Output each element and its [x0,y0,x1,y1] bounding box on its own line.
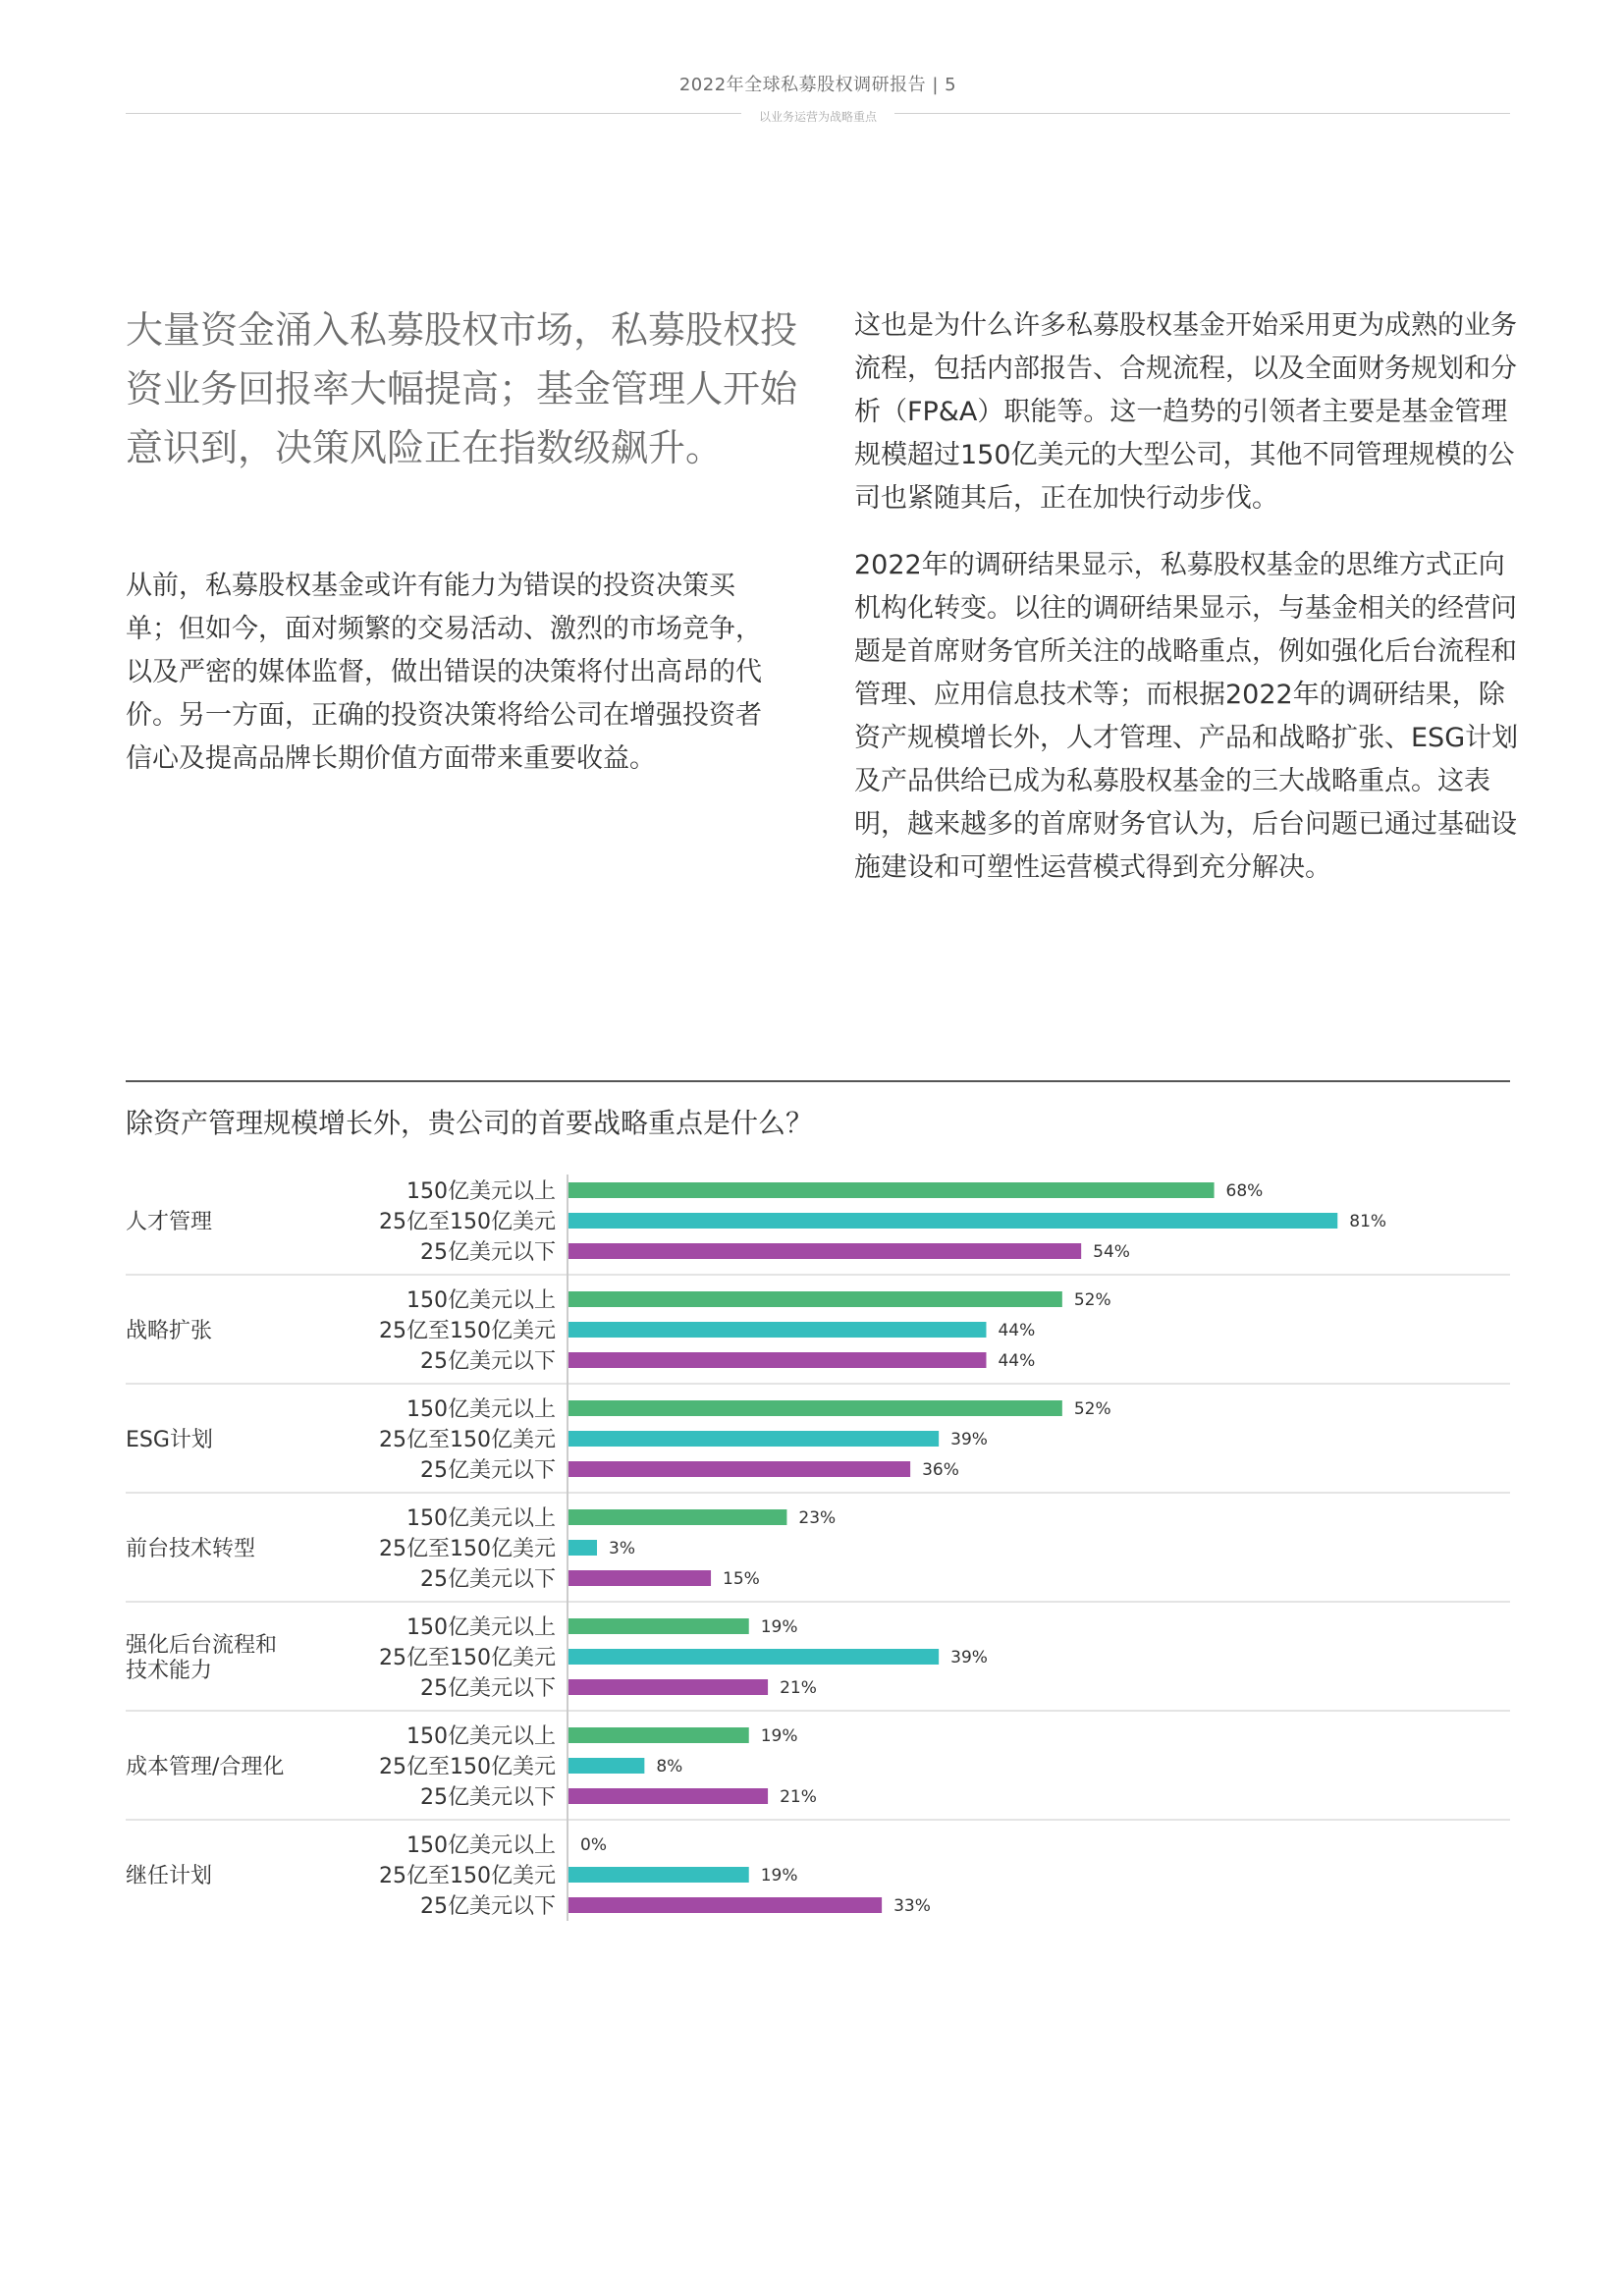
series-label: 25亿美元以下 [420,1458,556,1483]
category-label: 技术能力 [126,1659,213,1683]
data-label: 15% [723,1569,760,1589]
series-label: 25亿至150亿美元 [379,1319,556,1343]
bar [568,1352,986,1368]
series-label: 25亿美元以下 [420,1567,556,1592]
bar [568,1727,749,1743]
data-label: 21% [780,1787,817,1807]
bar [568,1243,1081,1259]
data-label: 54% [1093,1242,1130,1262]
bar [568,1291,1062,1307]
data-label: 3% [609,1539,635,1558]
bar [568,1570,711,1586]
chart-title: 除资产管理规模增长外，贵公司的首要战略重点是什么？ [126,1107,814,1139]
series-label: 25亿美元以下 [420,1785,556,1810]
series-label: 25亿至150亿美元 [379,1755,556,1779]
bar [568,1758,644,1774]
data-label: 39% [950,1430,988,1449]
bar [568,1400,1062,1416]
bar [568,1461,910,1477]
right-paragraph-1: 这也是为什么许多私募股权基金开始采用更为成熟的业务流程，包括内部报告、合规流程，以及全面财务规划和分析（FP&A）职能等。这一趋势的引领者主要是基金管理规模超过150亿美元的大型公司，其他不同管理规模的公司也紧随其后，正在加快行动步伐。 [854,310,1517,514]
category-label: 战略扩张 [126,1319,213,1343]
data-label: 23% [798,1508,837,1528]
bar [568,1540,597,1556]
series-label: 25亿至150亿美元 [379,1428,556,1452]
series-label: 150亿美元以上 [406,1724,556,1749]
series-label: 25亿至150亿美元 [379,1210,556,1234]
data-label: 36% [922,1460,959,1480]
bar [568,1867,749,1883]
series-label: 150亿美元以上 [406,1615,556,1640]
series-label: 25亿美元以下 [420,1240,556,1265]
bar [568,1322,986,1338]
bar [568,1509,786,1525]
series-label: 25亿至150亿美元 [379,1864,556,1888]
bar [568,1182,1215,1198]
series-label: 25亿美元以下 [420,1894,556,1919]
data-label: 44% [998,1321,1036,1340]
data-label: 0% [580,1835,607,1855]
bar [568,1431,939,1447]
bar [568,1679,768,1695]
data-label: 19% [760,1866,798,1886]
header-title: 2022年全球私募股权调研报告 | 5 [678,75,957,95]
series-label: 150亿美元以上 [406,1397,556,1422]
bar [568,1618,749,1634]
bar [568,1213,1337,1229]
series-label: 25亿美元以下 [420,1349,556,1374]
right-paragraph-2: 2022年的调研结果显示，私募股权基金的思维方式正向机构化转变。以往的调研结果显示，与基金相关的经营问题是首席财务官所关注的战略重点，例如强化后台流程和管理、应用信息技术等；而根据2022年的调研结果，除资产规模增长外，人才管理、产品和战略扩张、ESG计划及产品供给已成为私募股权基金的三大战略重点。这表明，越来越多的首席财务官认为，后台问题已通过基础设施建设和可塑性运营模式得到充分解决。 [854,550,1519,883]
category-label: 强化后台流程和 [126,1633,278,1658]
category-label: ESG计划 [126,1428,213,1452]
bar [568,1897,882,1913]
series-label: 150亿美元以上 [406,1288,556,1313]
data-label: 39% [950,1648,988,1667]
category-label: 继任计划 [126,1864,213,1888]
series-label: 25亿美元以下 [420,1676,556,1701]
bar [568,1788,768,1804]
data-label: 19% [760,1726,798,1746]
left-paragraph: 从前，私募股权基金或许有能力为错误的投资决策买单；但如今，面对频繁的交易活动、激烈的市场竞争，以及严密的媒体监督，做出错误的决策将付出高昂的代价。另一方面，正确的投资决策将给公司在增强投资者信心及提高品牌长期价值方面带来重要收益。 [126,571,762,774]
data-label: 52% [1073,1399,1111,1419]
series-label: 150亿美元以上 [406,1833,556,1858]
data-label: 81% [1349,1212,1387,1231]
data-label: 44% [998,1351,1036,1371]
data-label: 19% [760,1617,798,1637]
lede-text: 大量资金涌入私募股权市场，私募股权投资业务回报率大幅提高；基金管理人开始意识到，决策风险正在指数级飙升。 [126,308,798,469]
data-label: 21% [780,1678,817,1698]
series-label: 150亿美元以上 [406,1506,556,1531]
data-label: 52% [1073,1290,1111,1310]
data-label: 33% [893,1896,931,1916]
category-label: 人才管理 [126,1210,213,1234]
header-subtitle: 以业务运营为战略重点 [741,110,894,124]
data-label: 8% [656,1757,683,1777]
series-label: 150亿美元以上 [406,1179,556,1204]
category-label: 成本管理/合理化 [126,1755,285,1779]
series-label: 25亿至150亿美元 [379,1646,556,1670]
bar [568,1649,939,1665]
category-label: 前台技术转型 [126,1537,256,1561]
data-label: 68% [1225,1181,1264,1201]
series-label: 25亿至150亿美元 [379,1537,556,1561]
